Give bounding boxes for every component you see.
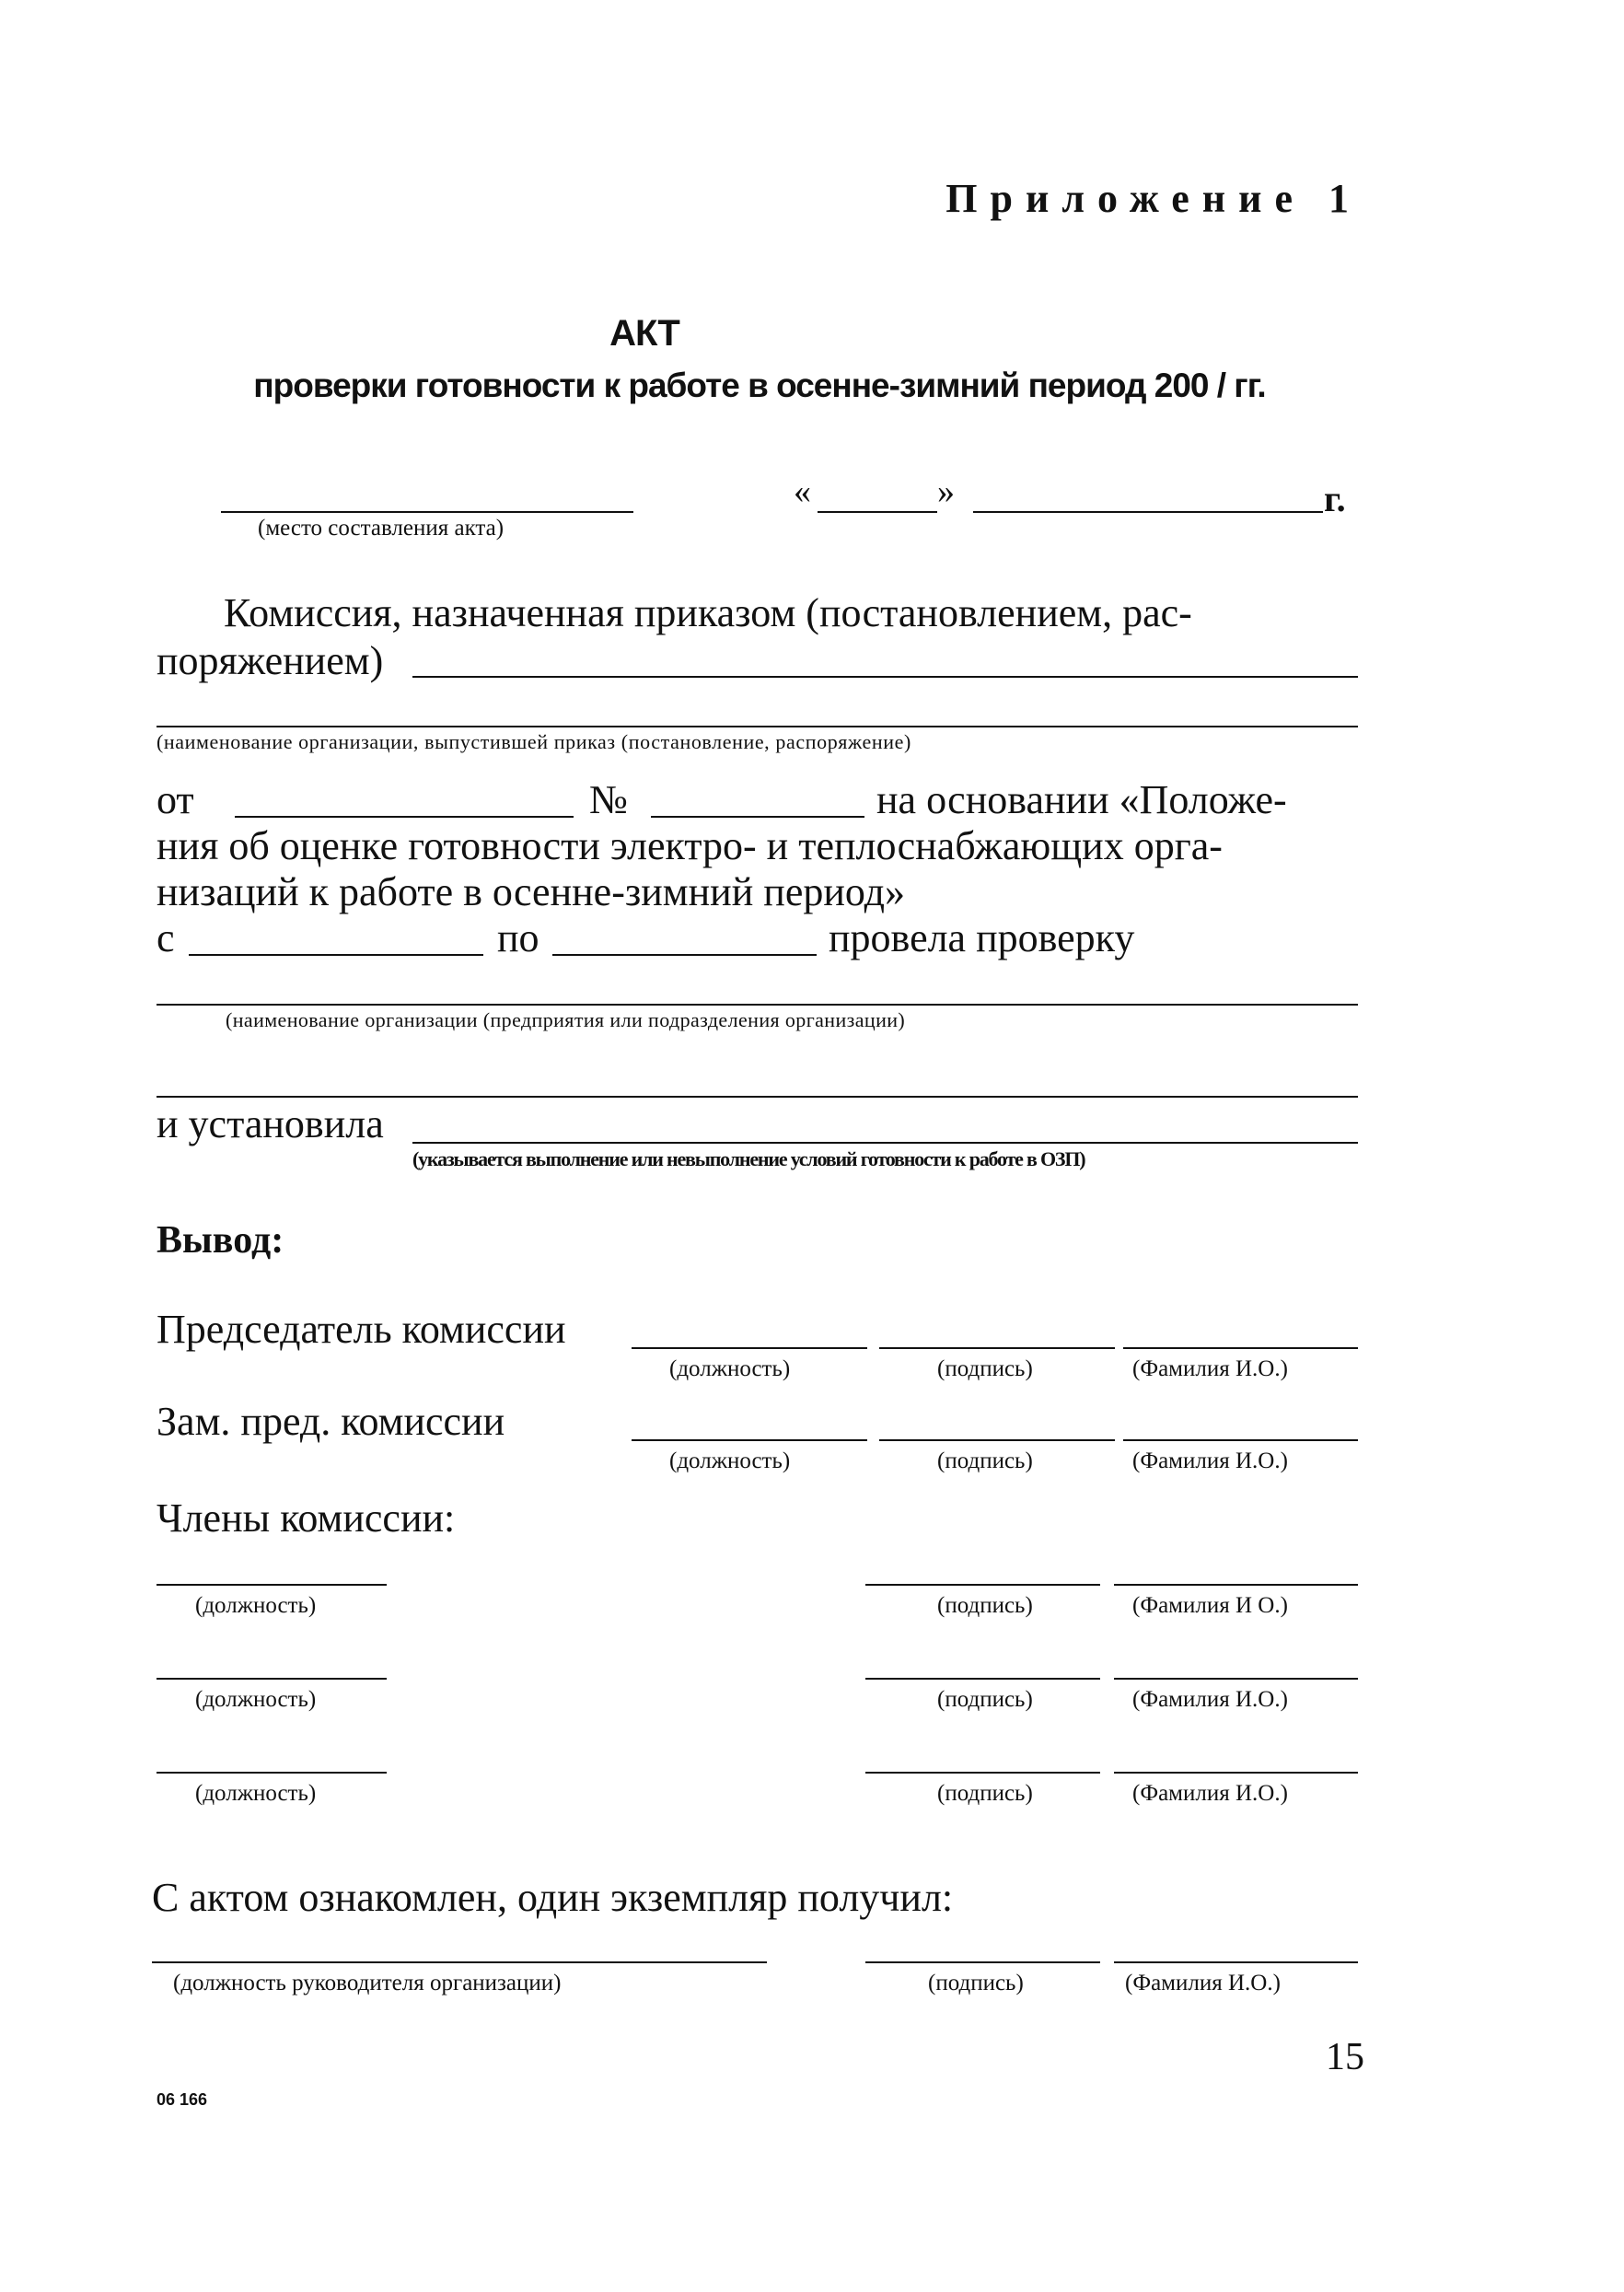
member-2-name-line[interactable] — [1114, 1678, 1358, 1680]
since-label: с — [157, 915, 175, 960]
act-subtitle: проверки готовности к работе в осенне-зимний период 200 / гг. — [253, 366, 1266, 404]
member-1-name-line[interactable] — [1114, 1584, 1358, 1586]
issuer-field-line[interactable] — [157, 726, 1358, 727]
head-signature-caption: (подпись) — [928, 1971, 1024, 1995]
checked-label: провела проверку — [829, 915, 1135, 960]
day-field-line[interactable] — [818, 511, 937, 513]
until-date-field-line[interactable] — [552, 954, 817, 956]
deputy-position-caption: (должность) — [669, 1448, 791, 1473]
member-1-position-line[interactable] — [157, 1584, 387, 1586]
commission-line-1: Комиссия, назначенная приказом (постановлением, рас- — [224, 590, 1192, 635]
member-2-signature-caption: (подпись) — [937, 1687, 1033, 1712]
member-1-signature-line[interactable] — [865, 1584, 1100, 1586]
members-label: Члены комиссии: — [157, 1495, 456, 1541]
member-2-signature-line[interactable] — [865, 1678, 1100, 1680]
chairman-position-caption: (должность) — [669, 1356, 791, 1381]
appendix-label: Приложение 1 — [945, 176, 1362, 221]
member-3-signature-line[interactable] — [865, 1772, 1100, 1774]
basis-line-2: ния об оценке готовности электро- и теплоснабжающих орга- — [157, 823, 1223, 868]
chairman-signature-line[interactable] — [879, 1347, 1115, 1349]
deputy-signature-line[interactable] — [879, 1439, 1115, 1441]
member-3-signature-caption: (подпись) — [937, 1781, 1033, 1806]
member-3-name-caption: (Фамилия И.О.) — [1132, 1781, 1288, 1806]
head-position-caption: (должность руководителя организации) — [173, 1971, 562, 1995]
deputy-position-line[interactable] — [632, 1439, 867, 1441]
org-field-line[interactable] — [157, 1004, 1358, 1006]
from-date-field-line[interactable] — [235, 816, 574, 818]
member-1-position-caption: (должность) — [195, 1593, 317, 1618]
number-label: № — [589, 777, 628, 822]
acknowledged-label: С актом ознакомлен, один экземпляр получил: — [152, 1875, 954, 1920]
from-label: от — [157, 777, 194, 822]
page-number: 15 — [1326, 2036, 1364, 2078]
member-1-name-caption: (Фамилия И О.) — [1132, 1593, 1288, 1618]
head-position-line[interactable] — [152, 1961, 767, 1963]
findings-field-line-1[interactable] — [157, 1096, 1358, 1098]
quote-open: « — [794, 472, 811, 511]
org-caption: (наименование организации (предприятия или подразделения организации) — [226, 1008, 906, 1031]
place-caption: (место составления акта) — [258, 516, 505, 541]
deputy-name-line[interactable] — [1123, 1439, 1358, 1441]
act-title: АКТ — [609, 313, 679, 354]
commission-line-2: поряжением) — [157, 638, 384, 683]
deputy-name-caption: (Фамилия И.О.) — [1132, 1448, 1288, 1473]
deputy-label: Зам. пред. комиссии — [157, 1399, 505, 1444]
findings-field-line-2[interactable] — [412, 1142, 1358, 1144]
member-3-name-line[interactable] — [1114, 1772, 1358, 1774]
chairman-signature-caption: (подпись) — [937, 1356, 1033, 1381]
member-2-position-line[interactable] — [157, 1678, 387, 1680]
year-suffix: г. — [1324, 478, 1346, 519]
head-signature-line[interactable] — [865, 1961, 1100, 1963]
decree-field-line[interactable] — [412, 676, 1358, 678]
head-name-caption: (Фамилия И.О.) — [1125, 1971, 1281, 1995]
member-2-position-caption: (должность) — [195, 1687, 317, 1712]
chairman-name-caption: (Фамилия И.О.) — [1132, 1356, 1288, 1381]
member-1-signature-caption: (подпись) — [937, 1593, 1033, 1618]
issuer-caption: (наименование организации, выпустившей приказ (постановление, распоряжение) — [157, 730, 911, 753]
head-name-line[interactable] — [1114, 1961, 1358, 1963]
chairman-position-line[interactable] — [632, 1347, 867, 1349]
document-code: 06 166 — [157, 2090, 208, 2109]
since-date-field-line[interactable] — [189, 954, 483, 956]
chairman-label: Председатель комиссии — [157, 1307, 566, 1352]
place-field-line[interactable] — [221, 511, 633, 513]
member-3-position-caption: (должность) — [195, 1781, 317, 1806]
basis-line-3: низаций к работе в осенне-зимний период» — [157, 869, 906, 914]
chairman-name-line[interactable] — [1123, 1347, 1358, 1349]
conclusion-label: Вывод: — [157, 1219, 284, 1262]
conditions-caption: (указывается выполнение или невыполнение условий готовности к работе в ОЗП) — [412, 1147, 1085, 1170]
quote-close: » — [937, 472, 955, 511]
deputy-signature-caption: (подпись) — [937, 1448, 1033, 1473]
until-label: по — [497, 915, 539, 960]
established-label: и установила — [157, 1101, 384, 1146]
member-2-name-caption: (Фамилия И.О.) — [1132, 1687, 1288, 1712]
month-field-line[interactable] — [973, 511, 1323, 513]
member-3-position-line[interactable] — [157, 1772, 387, 1774]
number-field-line[interactable] — [651, 816, 864, 818]
basis-line-1: на основании «Положе- — [876, 777, 1287, 822]
